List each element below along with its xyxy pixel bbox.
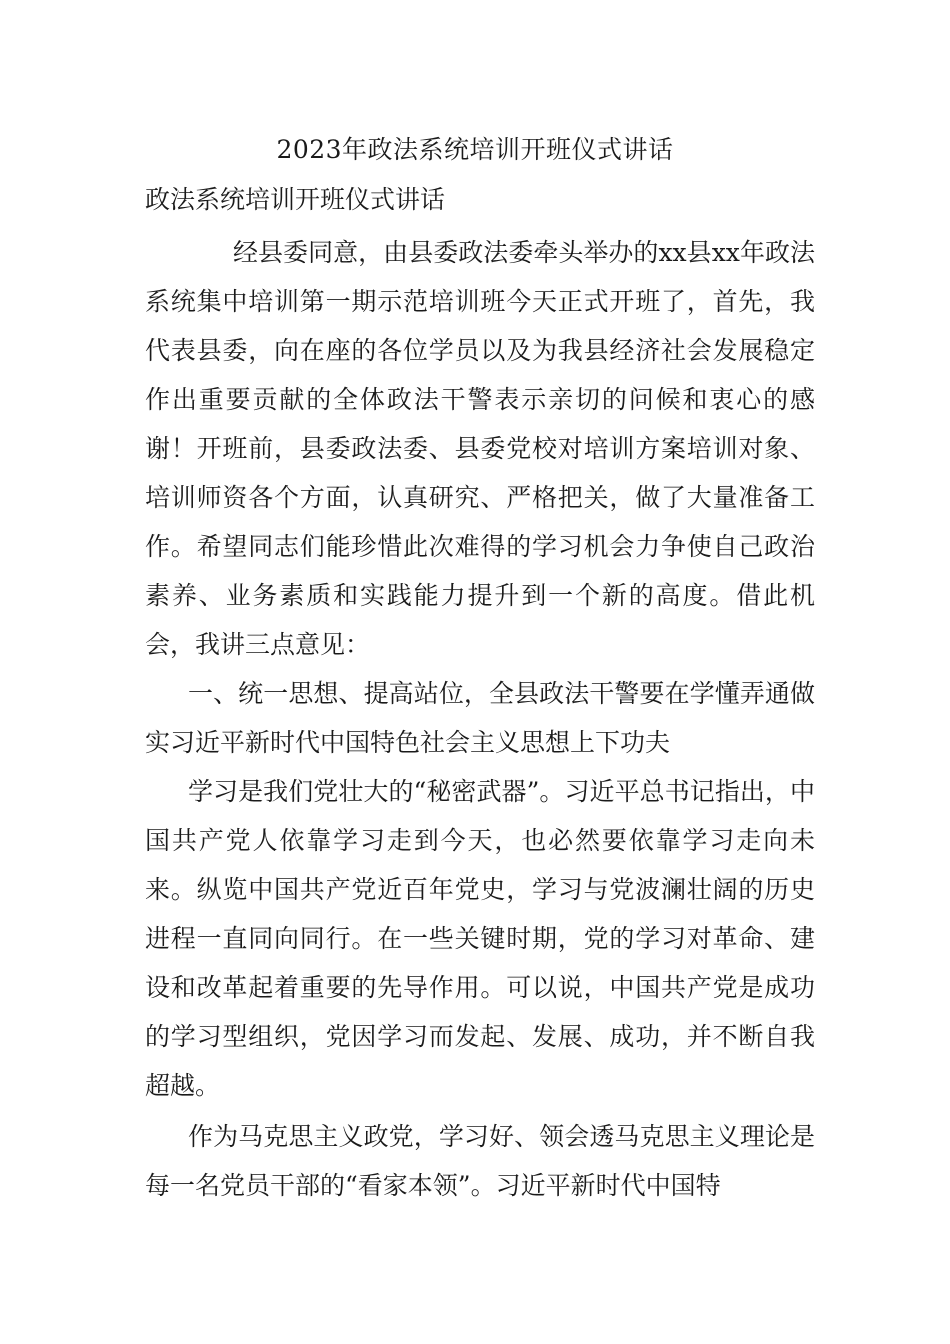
paragraph-marxism: 作为马克思主义政党，学习好、领会透马克思主义理论是每一名党员干部的“看家本领”。习近平新时代中国特 <box>145 1122 815 1200</box>
document-body <box>145 228 815 1210</box>
document-subtitle: 政法系统培训开班仪式讲话 <box>145 185 446 214</box>
document-title: 2023年政法系统培训开班仪式讲话 <box>276 135 674 164</box>
paragraph-heading-one: 一、统一思想、提高站位，全县政法干警要在学懂弄通做实习近平新时代中国特色社会主义思想上下功夫 <box>145 679 815 757</box>
paragraph-learning: 学习是我们党壮大的“秘密武器”。习近平总书记指出，中国共产党人依靠学习走到今天，也必然要依靠学习走向未来。纵览中国共产党近百年党史，学习与党波澜壮阔的历史进程一直同向同行。在一些关键时期，党的学习对革命、建设和改革起着重要的先导作用。可以说，中国共产党是成功的学习型组织，党因学习而发起、发展、成功，并不断自我超越。 <box>145 777 815 1100</box>
paragraph-intro: 经县委同意，由县委政法委牵头举办的xx县xx年政法系统集中培训第一期示范培训班今天正式开班了，首先，我代表县委，向在座的各位学员以及为我县经济社会发展稳定作出重要贡献的全体政法干警表示亲切的问候和衷心的感谢！开班前，县委政法委、县委党校对培训方案培训对象、培训师资各个方面，认真研究、严格把关，做了大量准备工作。希望同志们能珍惜此次难得的学习机会力争使自己政治素养、业务素质和实践能力提升到一个新的高度。借此机会，我讲三点意见： <box>145 238 815 659</box>
